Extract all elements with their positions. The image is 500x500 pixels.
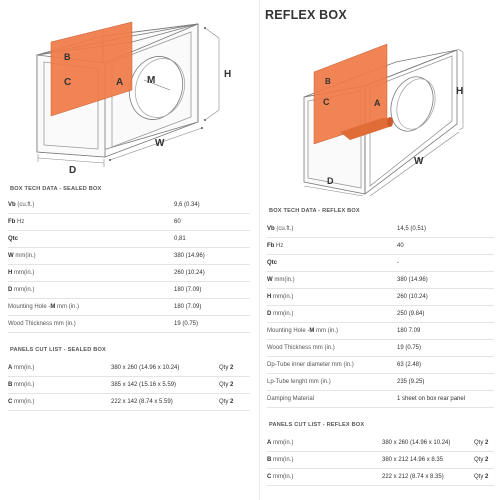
table-row: H mm(in.) 260 (10.24)	[267, 288, 494, 306]
table-row: Wood Thickness mm (in.) 19 (0.75)	[267, 339, 494, 357]
table-row: A mm(in.) 380 x 260 (14.96 x 10.24) Qty 2	[8, 359, 250, 377]
sealed-dim-w-label: W	[155, 138, 165, 149]
reflex-dim-d-label: D	[327, 176, 334, 186]
table-row: B mm(in.) 380 x 212 14.96 x 8.35 Qty 2	[267, 451, 494, 469]
sealed-dim-h-label: H	[224, 69, 232, 80]
table-row: Wood Thickness mm (in.) 19 (0.75)	[8, 315, 250, 333]
reflex-cut-title: PANELS CUT LIST - REFLEX BOX	[269, 422, 365, 428]
table-row: Dp-Tube inner diameter mm (in.) 63 (2.48)	[267, 356, 494, 374]
sealed-dim-d-label: D	[69, 165, 77, 176]
table-row: Vb (cu.ft.) 9,6 (0.34)	[8, 196, 250, 214]
table-row: W mm(in.) 380 (14.96)	[267, 271, 494, 289]
table-row: Qtc 0,81	[8, 230, 250, 248]
table-row: Lp-Tube lenght mm (in.) 235 (9.25)	[267, 373, 494, 391]
table-row: A mm(in.) 380 x 260 (14.96 x 10.24) Qty 2	[267, 434, 494, 452]
reflex-box-title: REFLEX BOX	[265, 8, 347, 22]
table-row: H mm(in.) 260 (10.24)	[8, 264, 250, 282]
reflex-dim-w-label: W	[414, 156, 424, 167]
column-divider	[259, 0, 260, 500]
table-row: Damping Material 1 sheet on box rear panel	[267, 390, 494, 408]
reflex-tech-title: BOX TECH DATA - REFLEX BOX	[269, 208, 360, 214]
reflex-panel-c-label: C	[323, 97, 330, 107]
table-row: C mm(in.) 222 x 212 (8.74 x 8.35) Qty 2	[267, 468, 494, 486]
table-row: B mm(in.) 385 x 142 (15.16 x 5.59) Qty 2	[8, 376, 250, 394]
table-row: W mm(in.) 380 (14.96)	[8, 247, 250, 265]
sealed-cut-title: PANELS CUT LIST - SEALED BOX	[10, 347, 106, 353]
table-row: Mounting Hole - M mm (in.) 180 (7.09)	[8, 298, 250, 316]
reflex-box-column	[262, 0, 500, 500]
reflex-dim-h-label: H	[456, 86, 464, 97]
sealed-hole-m-label: M	[147, 75, 156, 86]
table-row: Vb (cu.ft.) 14,5 (0.51)	[267, 220, 494, 238]
table-row: Fb Hz 60	[8, 213, 250, 231]
table-row: Fb Hz 40	[267, 237, 494, 255]
reflex-panel-b-label: B	[325, 77, 331, 86]
sealed-panel-a-label: A	[116, 77, 124, 88]
table-row: Mounting Hole - M mm (in.) 180 7.09	[267, 322, 494, 340]
sealed-panel-c-label: C	[64, 77, 72, 88]
table-row: Qtc -	[267, 254, 494, 272]
sealed-panel-b-label: B	[64, 52, 71, 62]
table-row: D mm(in.) 180 (7.09)	[8, 281, 250, 299]
sealed-tech-title: BOX TECH DATA - SEALED BOX	[10, 186, 102, 192]
reflex-panel-a-label: A	[374, 98, 381, 108]
table-row: D mm(in.) 250 (9.84)	[267, 305, 494, 323]
table-row: C mm(in.) 222 x 142 (8.74 x 5.59) Qty 2	[8, 393, 250, 411]
sealed-box-diagram	[0, 0, 258, 178]
reflex-box-diagram	[262, 22, 500, 197]
